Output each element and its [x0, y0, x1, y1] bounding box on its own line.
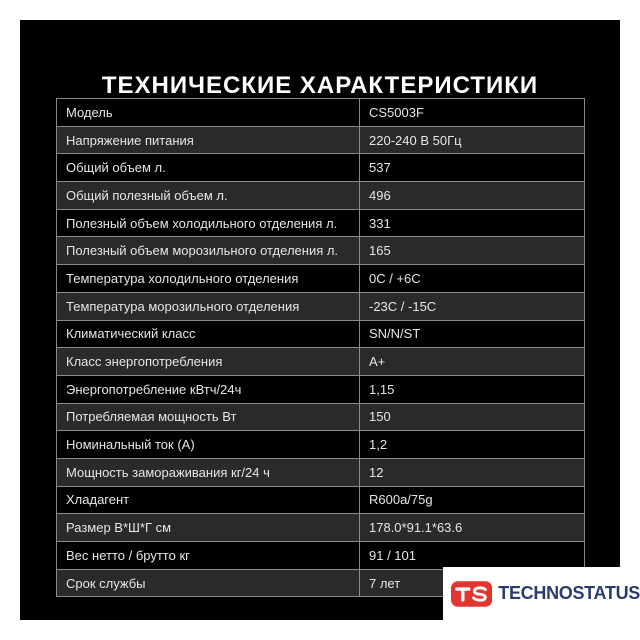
spec-table-body: [57, 99, 585, 597]
spec-value: 165: [360, 237, 585, 265]
spec-value: 178.0*91.1*63.6: [360, 514, 585, 542]
spec-card: [20, 20, 620, 620]
spec-row: [57, 514, 585, 542]
spec-row: [57, 154, 585, 182]
spec-value: 220-240 В 50Гц: [360, 126, 585, 154]
spec-row: [57, 320, 585, 348]
spec-row: [57, 182, 585, 210]
brand-badge: [443, 567, 640, 620]
spec-value: CS5003F: [360, 99, 585, 127]
spec-label: Температура морозильного отделения: [57, 292, 360, 320]
spec-row: [57, 126, 585, 154]
spec-label: Класс энергопотребления: [57, 348, 360, 376]
spec-value: 7 лет: [360, 569, 585, 597]
spec-value: 496: [360, 182, 585, 210]
spec-row: [57, 375, 585, 403]
spec-value: 12: [360, 458, 585, 486]
spec-label: Общий объем л.: [57, 154, 360, 182]
spec-label: Потребляемая мощность Вт: [57, 403, 360, 431]
spec-row: [57, 99, 585, 127]
spec-label: Мощность замораживания кг/24 ч: [57, 458, 360, 486]
spec-row: [57, 292, 585, 320]
page-title: ТЕХНИЧЕСКИЕ ХАРАКТЕРИСТИКИ: [101, 72, 539, 99]
spec-value: -23C / -15C: [360, 292, 585, 320]
spec-label: Срок службы: [57, 569, 360, 597]
ts-logo-icon: [451, 581, 492, 607]
spec-row: [57, 458, 585, 486]
spec-value: 331: [360, 209, 585, 237]
spec-value: 0C / +6C: [360, 265, 585, 293]
spec-row: [57, 348, 585, 376]
spec-label: Напряжение питания: [57, 126, 360, 154]
spec-value: 537: [360, 154, 585, 182]
spec-label: Хладагент: [57, 486, 360, 514]
brand-name: TECHNOSTATUS: [498, 583, 640, 603]
spec-label: Полезный объем холодильного отделения л.: [57, 209, 360, 237]
spec-value: 91 / 101: [360, 542, 585, 570]
spec-value: R600a/75g: [360, 486, 585, 514]
spec-value: 1,2: [360, 431, 585, 459]
spec-label: Климатический класс: [57, 320, 360, 348]
spec-value: SN/N/ST: [360, 320, 585, 348]
spec-row: [57, 209, 585, 237]
spec-row: [57, 237, 585, 265]
spec-label: Энергопотребление кВтч/24ч: [57, 375, 360, 403]
spec-label: Модель: [57, 99, 360, 127]
spec-value: 1,15: [360, 375, 585, 403]
spec-label: Размер В*Ш*Г см: [57, 514, 360, 542]
spec-row: [57, 431, 585, 459]
spec-label: Вес нетто / брутто кг: [57, 542, 360, 570]
spec-label: Номинальный ток (А): [57, 431, 360, 459]
spec-value: A+: [360, 348, 585, 376]
spec-row: [57, 265, 585, 293]
spec-label: Полезный объем морозильного отделения л.: [57, 237, 360, 265]
spec-row: [57, 486, 585, 514]
spec-label: Температура холодильного отделения: [57, 265, 360, 293]
spec-row: [57, 542, 585, 570]
spec-table: [56, 98, 585, 597]
spec-row: [57, 403, 585, 431]
spec-label: Общий полезный объем л.: [57, 182, 360, 210]
spec-value: 150: [360, 403, 585, 431]
